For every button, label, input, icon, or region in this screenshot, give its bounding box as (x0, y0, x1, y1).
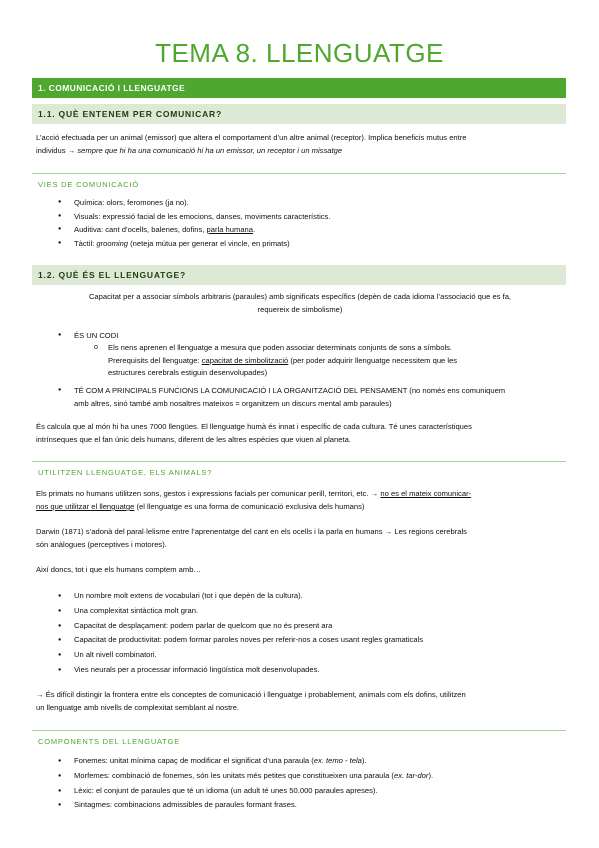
paragraph-communication-def: L’acció efectuada per un animal (emissor) que altera el comportament d’un altre animal (receptor). Implica beneficis mutus entre individus → sempre que hi ha una comunicació hi ha un emissor, un receptor i un missatge (36, 133, 467, 155)
list-item: ● Una complexitat sintàctica molt gran. (74, 604, 564, 619)
paragraph-llengues: És calcula que al món hi ha unes 7000 llengües. El llenguatge humà és innat i específic de cada cultura. Té unes característiques intrínseques que el fan únic dels humans, diferent de les altres espècies que viuen al planeta. (36, 422, 472, 444)
list-funcions (74, 384, 564, 410)
list-item: ● Auditiva: cant d’ocells, balenes, dofins, parla humana. (74, 223, 564, 237)
divider (32, 730, 566, 731)
paragraph-darwin: Darwin (1871) s’adonà del paral·lelisme entre l’aprenentatge del cant en els ocells i la parla en humans → Les regions cerebrals són anàlogues (perceptives i motores). (36, 527, 467, 549)
list-item: ● Lèxic: el conjunt de paraules que té un idioma (un adult té unes 50.000 paraules apreses). (74, 784, 564, 799)
list-item: ● Capacitat de productivitat: podem formar paroles noves per referir-nos a coses usant regles gramaticals (74, 633, 564, 648)
list-item: ● ÉS UN CODI (74, 329, 564, 343)
list-item: ● Morfemes: combinació de fonemes, són les unitats més petites que constitueixen una paraula (ex. tar-dor). (74, 769, 564, 784)
list-item: ● Un nombre molt extens de vocabulari (tot i que depèn de la cultura). (74, 589, 564, 604)
paragraph-language-def: Capacitat per a associar símbols arbitraris (paraules) amb significats específics (depèn de cada idioma l’associació que es fa, requereix de simbolisme) (88, 292, 512, 314)
list-item: o Els nens aprenen el llenguatge a mesura que poden associar determinats conjunts de sons a símbols. Prerequisits del llenguatge: capacitat de simbolització (per poder adquirir llenguatge necessitem que les estructures cerebrals estiguin desenvolupades) (108, 342, 564, 380)
list-components (74, 754, 564, 813)
list-item: ● Química: olors, feromones (ja no). (74, 196, 564, 210)
paragraph-frontera: → És difícil distingir la frontera entre els conceptes de comunicació i llenguatge i probablement, animals com els dofins, utilitzen un llenguatge amb nivells de complexitat semblant al nostre. (36, 690, 466, 712)
paragraph-animals: Els primats no humans utilitzen sons, gestos i expressions facials per comunicar perill, territori, etc. → no es el mateix comunicar- nos que utilitzar el llenguatge (el llenguatge es una forma de comunicació exclusiva dels humans) (36, 489, 472, 511)
subsection-heading-1-1: 1.1. QUÈ ENTENEM PER COMUNICAR? (32, 104, 566, 124)
list-capacitats (74, 589, 564, 678)
heading-components: COMPONENTS DEL LLENGUATGE (38, 737, 181, 746)
list-item: ● Tàctil: grooming (neteja mútua per generar el vincle, en primats) (74, 237, 564, 251)
section-heading-1: 1. COMUNICACIÓ I LLENGUATGE (32, 78, 566, 98)
divider (32, 173, 566, 174)
list-codi (74, 329, 564, 343)
list-item: ● Fonemes: unitat mínima capaç de modificar el significat d’una paraula (ex. temo - tela). (74, 754, 564, 769)
list-item: ● Un alt nivell combinatori. (74, 648, 564, 663)
list-vies (74, 196, 564, 250)
list-item: ● Capacitat de desplaçament: podem parlar de quelcom que no és present ara (74, 619, 564, 634)
list-codi-sub (108, 342, 564, 380)
list-item: ● TÉ COM A PRINCIPALS FUNCIONS LA COMUNICACIÓ I LA ORGANITZACIÓ DEL PENSAMENT (no només ens comuniquem amb altres, sinó també amb nosaltres mateixos = organitzem un discurs mental amb paraules) (74, 384, 564, 410)
list-item: ● Visuals: expressió facial de les emocions, danses, moviments característics. (74, 210, 564, 224)
heading-vies: VIES DE COMUNICACIÓ (38, 180, 140, 189)
document-title: TEMA 8. LLENGUATGE (155, 38, 444, 68)
list-item: ● Sintagmes: combinacions admissibles de paraules formant frases. (74, 798, 564, 813)
list-item: ● Vies neurals per a processar informació lingüística molt desenvolupades. (74, 663, 564, 678)
divider (32, 461, 566, 462)
subsection-heading-1-2: 1.2. QUÈ ÉS EL LLENGUATGE? (32, 265, 566, 285)
heading-animals: UTILITZEN LLENGUATGE, ELS ANIMALS? (38, 468, 213, 477)
paragraph-aixi: Així doncs, tot i que els humans comptem amb… (36, 565, 202, 574)
